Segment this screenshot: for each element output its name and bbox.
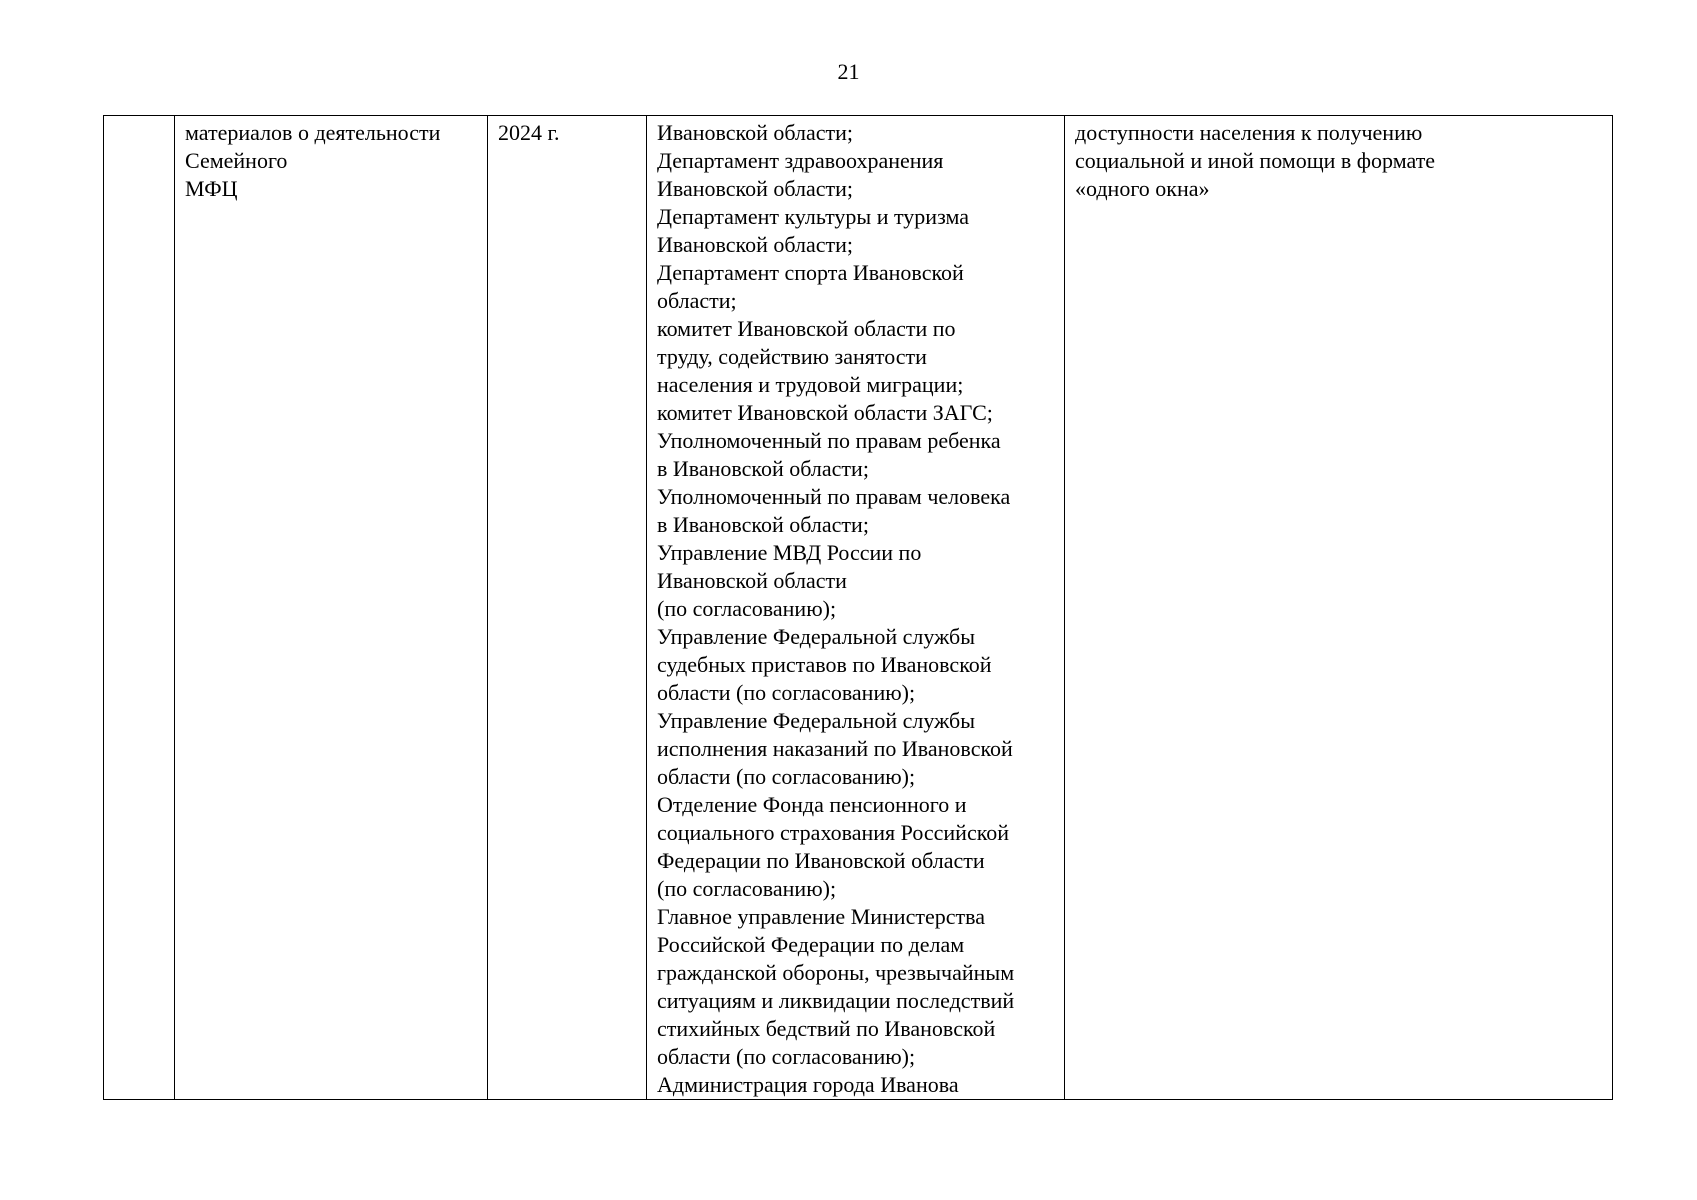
text-line: исполнения наказаний по Ивановской: [657, 736, 1013, 761]
text-line: области;: [657, 288, 737, 313]
text-line: Управление МВД России по: [657, 540, 922, 565]
text-line: Российской Федерации по делам: [657, 932, 965, 957]
text-line: стихийных бедствий по Ивановской: [657, 1016, 996, 1041]
text-line: 2024 г.: [498, 120, 560, 145]
text-line: Федерации по Ивановской области: [657, 848, 985, 873]
text-line: судебных приставов по Ивановской: [657, 652, 992, 677]
text-line: в Ивановской области;: [657, 512, 869, 537]
text-line: социального страхования Российской: [657, 820, 1010, 845]
text-line: комитет Ивановской области по: [657, 316, 956, 341]
text-line: (по согласованию);: [657, 876, 837, 901]
text-line: комитет Ивановской области ЗАГС;: [657, 400, 993, 425]
cell-deadline: [488, 116, 647, 1100]
text-line: Уполномоченный по правам ребенка: [657, 428, 1001, 453]
text-line: доступности населения к получению: [1075, 120, 1423, 145]
text-line: гражданской обороны, чрезвычайным: [657, 960, 1015, 985]
text-line: Ивановской области;: [657, 232, 854, 257]
text-line: социальной и иной помощи в формате: [1075, 148, 1436, 173]
text-line: ситуациям и ликвидации последствий: [657, 988, 1015, 1013]
text-line: Ивановской области: [657, 568, 847, 593]
text-line: Главное управление Министерства: [657, 904, 985, 929]
text-line: в Ивановской области;: [657, 456, 869, 481]
text-line: Ивановской области;: [657, 176, 854, 201]
text-line: труду, содействию занятости: [657, 344, 927, 369]
text-line: населения и трудовой миграции;: [657, 372, 964, 397]
text-line: Департамент культуры и туризма: [657, 204, 969, 229]
text-line: Администрация города Иванова: [657, 1072, 959, 1097]
text-line: «одного окна»: [1075, 176, 1210, 201]
text-line: области (по согласованию);: [657, 764, 916, 789]
text-line: Управление Федеральной службы: [657, 624, 976, 649]
text-line: (по согласованию);: [657, 596, 837, 621]
text-line: Департамент спорта Ивановской: [657, 260, 964, 285]
text-line: Управление Федеральной службы: [657, 708, 976, 733]
text-line: Ивановской области;: [657, 120, 854, 145]
text-line: Отделение Фонда пенсионного и: [657, 792, 967, 817]
table-row: [104, 116, 1613, 1100]
text-line: Уполномоченный по правам человека: [657, 484, 1011, 509]
cell-expected-result: [1065, 116, 1613, 1100]
text-line: материалов о деятельности: [185, 120, 441, 145]
cell-executors: [647, 116, 1065, 1100]
text-line: Департамент здравоохранения: [657, 148, 944, 173]
text-line: Семейного: [185, 148, 288, 173]
document-table: [103, 115, 1613, 1100]
text-line: области (по согласованию);: [657, 680, 916, 705]
page-number: 21: [837, 59, 860, 84]
cell-number: [104, 116, 175, 1100]
text-line: области (по согласованию);: [657, 1044, 916, 1069]
cell-event-name: [175, 116, 488, 1100]
text-line: МФЦ: [185, 176, 238, 201]
